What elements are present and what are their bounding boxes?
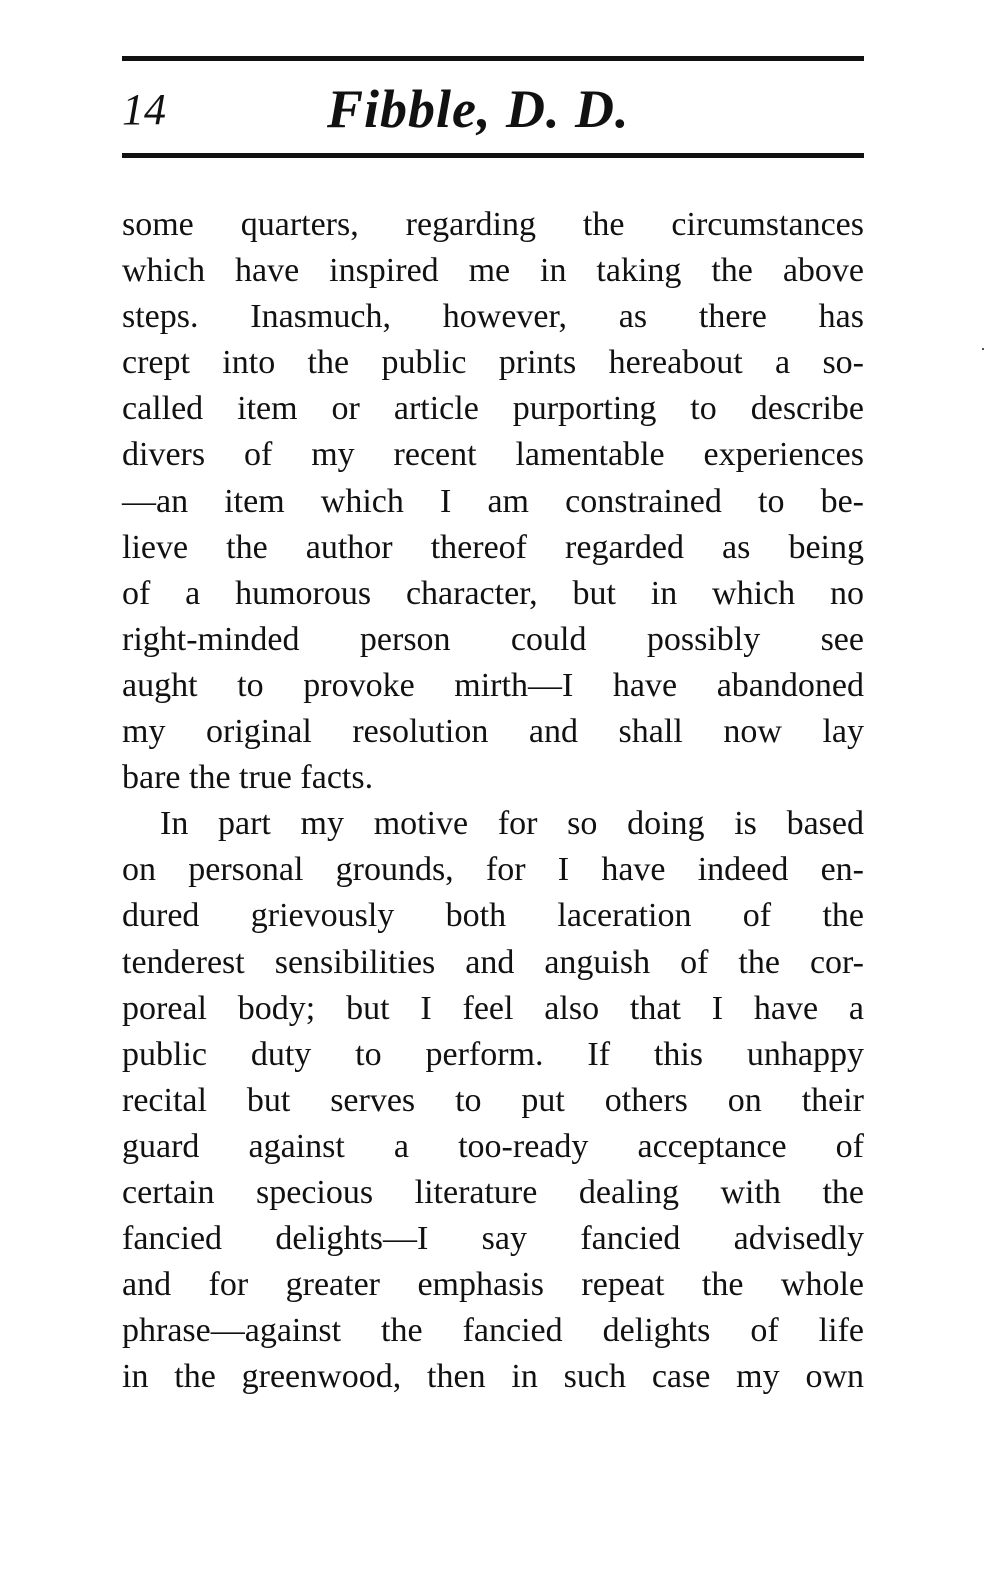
- text-line: which have inspired me in taking the above: [122, 252, 864, 290]
- running-title: Fibble, D. D.: [327, 79, 630, 139]
- text-line: of a humorous character, but in which no: [122, 574, 864, 612]
- paragraph-1: [122, 202, 864, 801]
- text-line: poreal body; but I feel also that I have a: [122, 989, 864, 1027]
- text-line: right-minded person could possibly see: [122, 620, 864, 658]
- text-line: bare the true facts.: [122, 759, 374, 797]
- text-line: some quarters, regarding the circumstances: [122, 206, 864, 243]
- text-line: certain specious literature dealing with the: [122, 1173, 864, 1211]
- book-page: [122, 56, 864, 1400]
- text-line: on personal grounds, for I have indeed en-: [122, 851, 864, 889]
- text-line: aught to provoke mirth—I have abandoned: [122, 666, 864, 704]
- text-line: —an item which I am constrained to be-: [122, 482, 864, 520]
- text-line: phrase—against the fancied delights of life: [122, 1312, 864, 1350]
- text-line: In part my motive for so doing is based: [160, 805, 864, 843]
- page-number: 14: [122, 85, 166, 134]
- text-line: guard against a too-ready acceptance of: [122, 1127, 864, 1165]
- text-line: and for greater emphasis repeat the whole: [122, 1266, 864, 1304]
- text-line: recital but serves to put others on their: [122, 1081, 864, 1119]
- text-line: dured grievously both laceration of the: [122, 897, 864, 935]
- text-line: fancied delights—I say fancied advisedly: [122, 1220, 864, 1258]
- text-line: my original resolution and shall now lay: [122, 713, 864, 751]
- header-bottom-rule: [122, 153, 864, 158]
- paragraph-2: [122, 801, 864, 1400]
- text-line: steps. Inasmuch, however, as there has: [122, 298, 864, 336]
- text-line: called item or article purporting to describe: [122, 390, 864, 428]
- text-line: in the greenwood, then in such case my own: [122, 1358, 864, 1396]
- running-header: [122, 61, 864, 153]
- scan-speck: [982, 348, 984, 350]
- text-line: public duty to perform. If this unhappy: [122, 1035, 864, 1073]
- text-line: divers of my recent lamentable experiences: [122, 436, 864, 474]
- text-line: crept into the public prints hereabout a so-: [122, 344, 864, 382]
- body-text: [122, 202, 864, 1400]
- text-line: lieve the author thereof regarded as being: [122, 528, 864, 566]
- text-line: tenderest sensibilities and anguish of the cor-: [122, 943, 864, 981]
